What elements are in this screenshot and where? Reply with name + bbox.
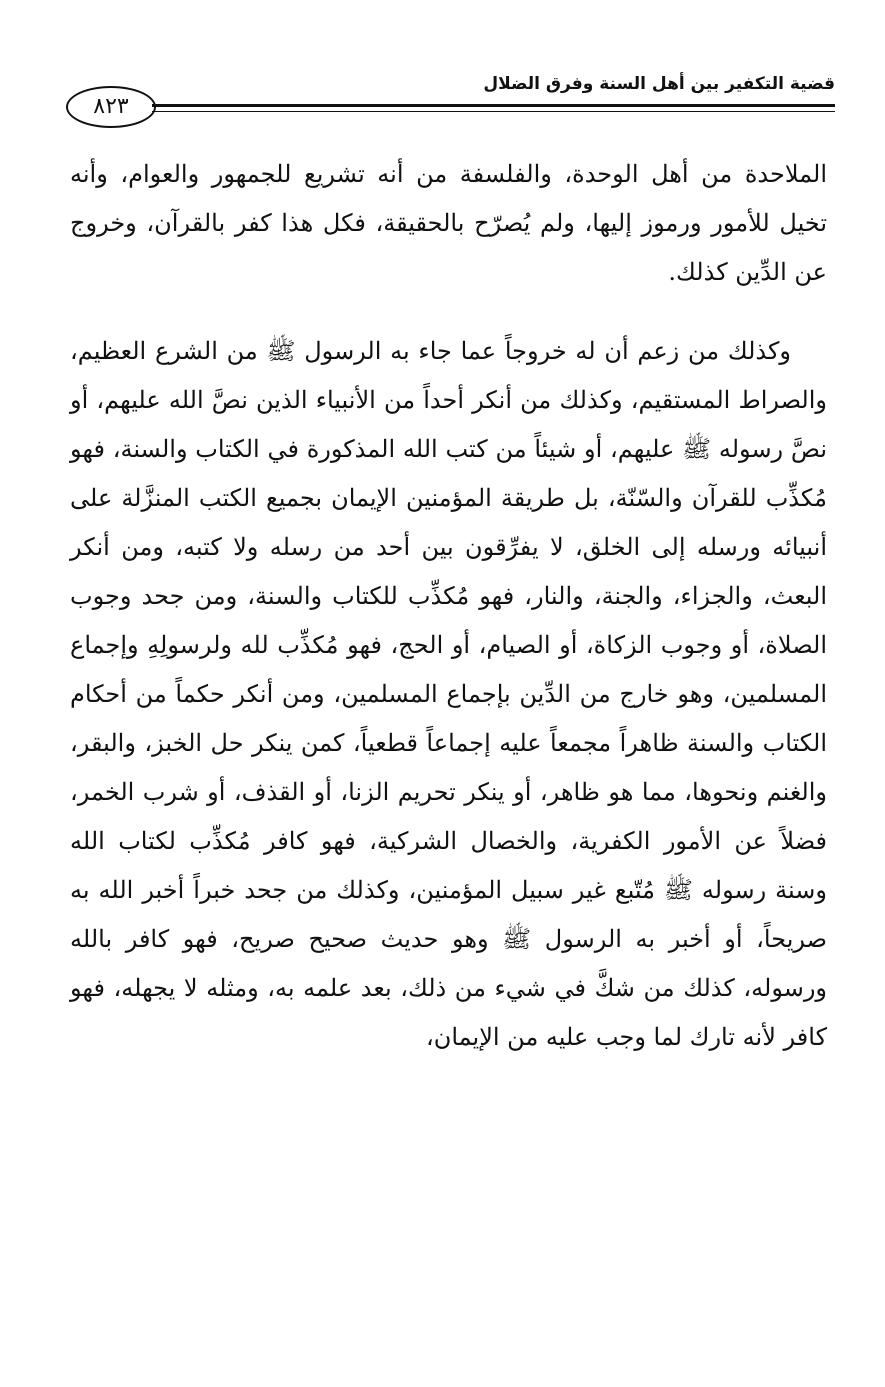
page-number: ٨٢٣: [93, 94, 129, 119]
body-text: [70, 150, 827, 1062]
page-number-frame: [66, 86, 156, 128]
header-rule-thin: [152, 111, 835, 112]
paragraph-1: الملاحدة من أهل الوحدة، والفلسفة من أنه تشريع للجمهور والعوام، وأنه تخيل للأمور ورموز إليها، ولم يُصرّح بالحقيقة، فكل هذا كفر بالقرآن، وخروج عن الدِّين كذلك.: [70, 160, 827, 286]
header-rule: [152, 104, 835, 107]
running-title: قضية التكفير بين أهل السنة وفرق الضلال: [483, 74, 835, 94]
paragraph-2: وكذلك من زعم أن له خروجاً عما جاء به الرسول ﷺ من الشرع العظيم، والصراط المستقيم، وكذلك من أنكر أحداً من الأنبياء الذين نصَّ الله عليهم، أو نصَّ رسوله ﷺ عليهم، أو شيئاً من كتب الله المذكورة في الكتاب والسنة، فهو مُكذِّب للقرآن والسّنّة، بل طريقة المؤمنين الإيمان بجميع الكتب المنزَّلة على أنبيائه ورسله إلى الخلق، لا يفرِّقون بين أحد من رسله ولا كتبه، ومن أنكر البعث، والجزاء، والجنة، والنار، فهو مُكذِّب للكتاب والسنة، ومن جحد وجوب الصلاة، أو وجوب الزكاة، أو الصيام، أو الحج، فهو مُكذِّب لله ولرسولِهِ وإجماع المسلمين، وهو خارج من الدِّين بإجماع المسلمين، ومن أنكر حكماً من أحكام الكتاب والسنة ظاهراً مجمعاً عليه إجماعاً قطعياً، كمن ينكر حل الخبز، والبقر، والغنم ونحوها، مما هو ظاهر، أو ينكر تحريم الزنا، أو القذف، أو شرب الخمر، فضلاً عن الأمور الكفرية، والخصال الشركية، فهو كافر مُكذِّب لكتاب الله وسنة رسوله ﷺ مُتّبع غير سبيل المؤمنين، وكذلك من جحد خبراً أخبر الله به صريحاً، أو أخبر به الرسول ﷺ وهو حديث صحيح صريح، فهو كافر بالله ورسوله، كذلك من شكَّ في شيء من ذلك، بعد علمه به، ومثله لا يجهله، فهو كافر لأنه تارك لما وجب عليه من الإيمان،: [70, 337, 827, 1051]
